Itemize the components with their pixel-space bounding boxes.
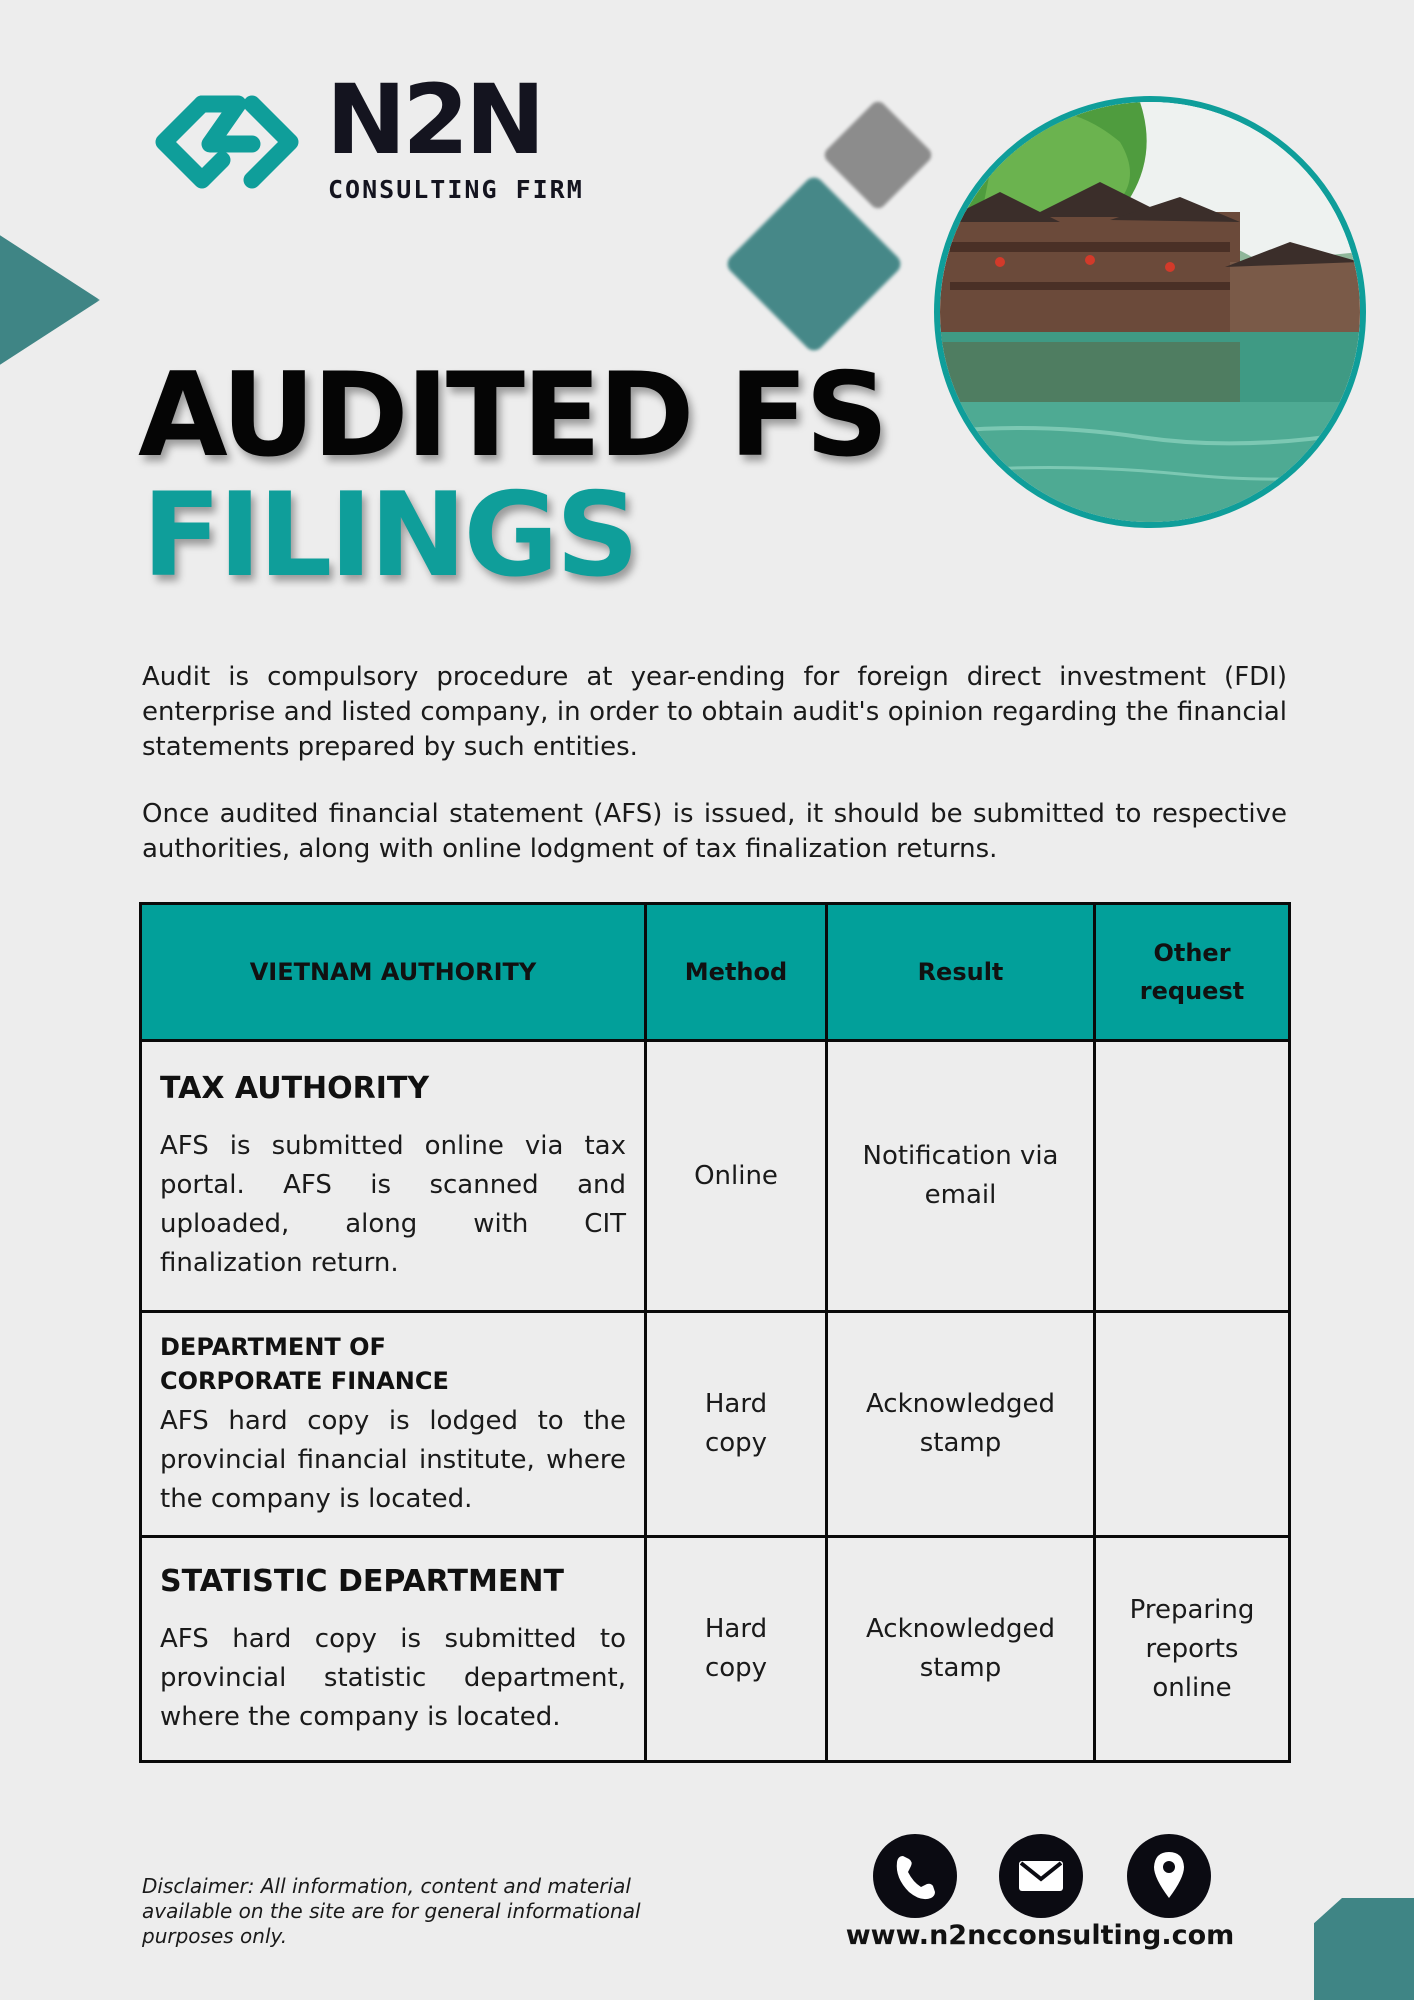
phone-icon[interactable] (873, 1834, 957, 1918)
authority-description: AFS hard copy is submitted to provincial statistic department, where the company is located. (160, 1623, 626, 1732)
logo-subtitle: CONSULTING FIRM (328, 175, 584, 204)
mail-icon[interactable] (999, 1834, 1083, 1918)
authority-table (139, 902, 1291, 1763)
authority-cell (141, 1041, 646, 1312)
riverside-town-photo (934, 96, 1366, 528)
intro-paragraph-2: Once audited financial statement (AFS) is issued, it should be submitted to respective authorities, along with online lodgment of tax finalization returns. (142, 799, 1287, 864)
header-result: Result (827, 904, 1095, 1041)
logo-mark-icon (140, 82, 315, 202)
header-authority: VIETNAM AUTHORITY (141, 904, 646, 1041)
result-cell: Acknowledged stamp (827, 1312, 1095, 1537)
authority-cell (141, 1537, 646, 1762)
disclaimer-text: Disclaimer: All information, content and material available on the site are for general informational purposes only. (142, 1874, 641, 1948)
authority-description: AFS is submitted online via tax portal. AFS is scanned and uploaded, along with CIT finalization return. (160, 1131, 626, 1278)
website-link[interactable]: www.n2ncconsulting.com (845, 1920, 1235, 1951)
method-cell: Hard copy (646, 1537, 827, 1762)
table-row (141, 1537, 1290, 1762)
header-other-request: Other request (1095, 904, 1290, 1041)
table-row (141, 1041, 1290, 1312)
header-method: Method (646, 904, 827, 1041)
authority-cell (141, 1312, 646, 1537)
logo-name: N2N (326, 64, 542, 176)
page-title-line1: AUDITED FS (138, 348, 886, 483)
table-header-row (141, 904, 1290, 1041)
method-cell: Hard copy (646, 1312, 827, 1537)
intro-paragraph-1: Audit is compulsory procedure at year-ending for foreign direct investment (FDI) enterprise and listed company, in order to obtain audit's opinion regarding the financial statements prepared by such entities. (142, 662, 1287, 762)
location-pin-icon[interactable] (1127, 1834, 1211, 1918)
authority-name: DEPARTMENT OF CORPORATE FINANCE (160, 1332, 449, 1395)
other-request-cell: Preparing reports online (1095, 1537, 1290, 1762)
other-request-cell (1095, 1312, 1290, 1537)
authority-name: TAX AUTHORITY (160, 1071, 430, 1106)
result-cell: Notification via email (827, 1041, 1095, 1312)
decorative-diamond-gray (821, 98, 934, 211)
table-row (141, 1312, 1290, 1537)
authority-description: AFS hard copy is lodged to the provincial financial institute, where the company is located. (160, 1405, 626, 1514)
company-logo (140, 64, 640, 212)
authority-name: STATISTIC DEPARTMENT (160, 1563, 564, 1599)
page-title-line2: FILINGS (142, 468, 637, 603)
decorative-corner-shape (1314, 1898, 1414, 2000)
method-cell: Online (646, 1041, 827, 1312)
other-request-cell (1095, 1041, 1290, 1312)
result-cell: Acknowledged stamp (827, 1537, 1095, 1762)
decorative-triangle-left (0, 190, 100, 410)
